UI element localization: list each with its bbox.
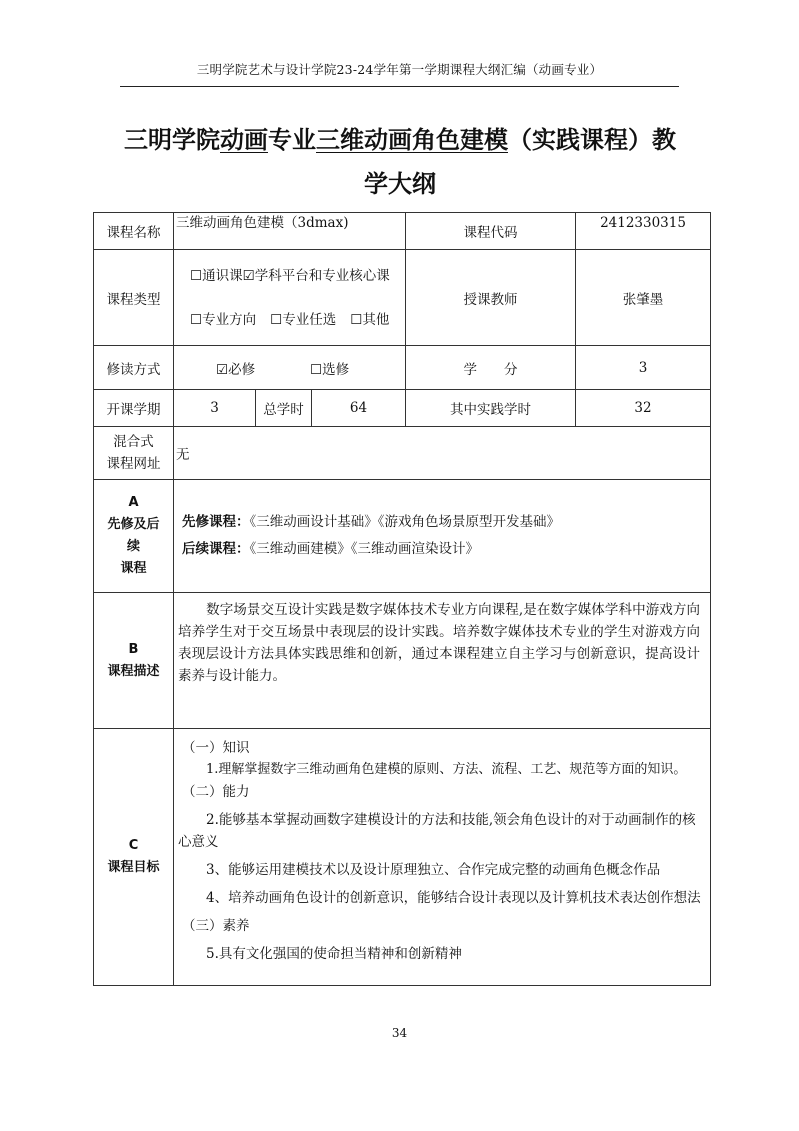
option-professional-direction: ☐专业方向 xyxy=(190,311,257,328)
section-b-title: 课程描述 xyxy=(107,663,160,679)
semester-label: 开课学期 xyxy=(94,390,174,427)
prerequisite-courses: 《三维动画设计基础》《游戏角色场景原型开发基础》 xyxy=(249,514,560,530)
credit-value: 3 xyxy=(576,346,711,390)
follow-up-label: 后续课程： xyxy=(182,541,250,557)
syllabus-table xyxy=(93,212,711,986)
title-part-practice: （实践课程）教 xyxy=(508,126,676,154)
row-course-type xyxy=(94,250,711,346)
section-a-label-line2: 先修及后 xyxy=(107,517,160,532)
practice-hours-value: 32 xyxy=(576,390,711,427)
option-required: ☑必修 xyxy=(216,361,256,378)
quality-heading: （三）素养 xyxy=(182,918,250,934)
page-number: 34 xyxy=(391,1026,408,1040)
course-description-text: 数字场景交互设计实践是数字媒体技术专业方向课程,是在数字媒体学科中游戏方向培养学生对于交互场景中表现层的设计实践。培养数字媒体技术专业的学生对游戏方向表现层设计方法具体实践思维和创新，通过本课程建立自主学习与创新意识，提高设计素养与设计能力。 xyxy=(178,602,701,684)
mixed-course-url: 无 xyxy=(174,427,711,480)
title-part-zhuanye: 专业 xyxy=(268,126,316,154)
goal-1: 1.理解掌握数字三维动画角色建模的原则、方法、流程、工艺、规范等方面的知识。 xyxy=(206,762,687,777)
course-name-label: 课程名称 xyxy=(94,213,174,250)
study-mode-options xyxy=(174,346,406,390)
goal-4: 4、培养动画角色设计的创新意识，能够结合设计表现以及计算机技术表达创作想法 xyxy=(206,890,701,906)
section-c-letter: C xyxy=(128,838,139,853)
study-mode-label: 修读方式 xyxy=(94,346,174,390)
section-b-letter: B xyxy=(128,641,139,657)
section-c-goals xyxy=(174,729,711,986)
running-header: 三明学院艺术与设计学院23-24学年第一学期课程大纲汇编（动画专业） xyxy=(196,62,603,77)
follow-up-courses: 《三维动画建模》《三维动画渲染设计》 xyxy=(249,541,479,557)
course-type-options-line1: ☐通识课☑学科平台和专业核心课 xyxy=(190,267,390,284)
practice-hours-label: 其中实践学时 xyxy=(406,390,576,427)
teacher-value: 张肇墨 xyxy=(576,250,711,346)
section-c-title: 课程目标 xyxy=(107,860,160,875)
option-professional-elective: ☐专业任选 xyxy=(270,311,337,328)
header-rule xyxy=(120,86,679,87)
option-other: ☐其他 xyxy=(350,311,390,328)
title-part-major: 动画 xyxy=(220,126,268,154)
row-section-c xyxy=(94,729,711,986)
title-part-school: 三明学院 xyxy=(124,126,220,154)
section-c-label xyxy=(94,729,174,986)
row-course-name xyxy=(94,213,711,250)
section-b-label xyxy=(94,593,174,729)
teacher-label: 授课教师 xyxy=(406,250,576,346)
course-type-options xyxy=(174,250,406,346)
row-study-mode xyxy=(94,346,711,390)
semester-value: 3 xyxy=(174,390,256,427)
section-a-label-line4: 课程 xyxy=(120,561,147,576)
row-section-a xyxy=(94,480,711,593)
section-a-letter: A xyxy=(128,495,139,510)
section-a-label-line3: 续 xyxy=(126,539,140,554)
course-code-label: 课程代码 xyxy=(406,213,576,250)
goal-3: 3、能够运用建模技术以及设计原理独立、合作完成完整的动画角色概念作品 xyxy=(206,862,661,878)
section-a-content xyxy=(174,480,711,593)
mixed-course-label-line2: 课程网址 xyxy=(106,456,161,472)
row-section-b xyxy=(94,593,711,729)
section-a-label xyxy=(94,480,174,593)
section-b-description xyxy=(174,593,711,729)
credit-label: 学 分 xyxy=(406,346,576,390)
prerequisite-label: 先修课程： xyxy=(182,514,250,530)
ability-heading: （二）能力 xyxy=(182,784,250,800)
title-part-course: 三维动画角色建模 xyxy=(316,126,508,154)
row-semester xyxy=(94,390,711,427)
course-type-label: 课程类型 xyxy=(94,250,174,346)
knowledge-heading: （一）知识 xyxy=(182,740,250,756)
course-code-value: 2412330315 xyxy=(576,213,711,250)
total-hours-value: 64 xyxy=(312,390,406,427)
mixed-course-label-line1: 混合式 xyxy=(113,434,154,450)
title-line-2: 学大纲 xyxy=(364,170,436,198)
mixed-course-label xyxy=(94,427,174,480)
total-hours-label: 总学时 xyxy=(256,390,312,427)
row-mixed-course xyxy=(94,427,711,480)
option-elective: ☐选修 xyxy=(310,361,350,378)
course-name-value: 三维动画角色建模（3dmax) xyxy=(174,213,406,250)
goal-5: 5.具有文化强国的使命担当精神和创新精神 xyxy=(206,946,462,962)
goal-2: 2.能够基本掌握动画数字建模设计的方法和技能,领会角色设计的对于动画制作的核心意义 xyxy=(178,812,696,850)
document-title xyxy=(80,118,720,206)
